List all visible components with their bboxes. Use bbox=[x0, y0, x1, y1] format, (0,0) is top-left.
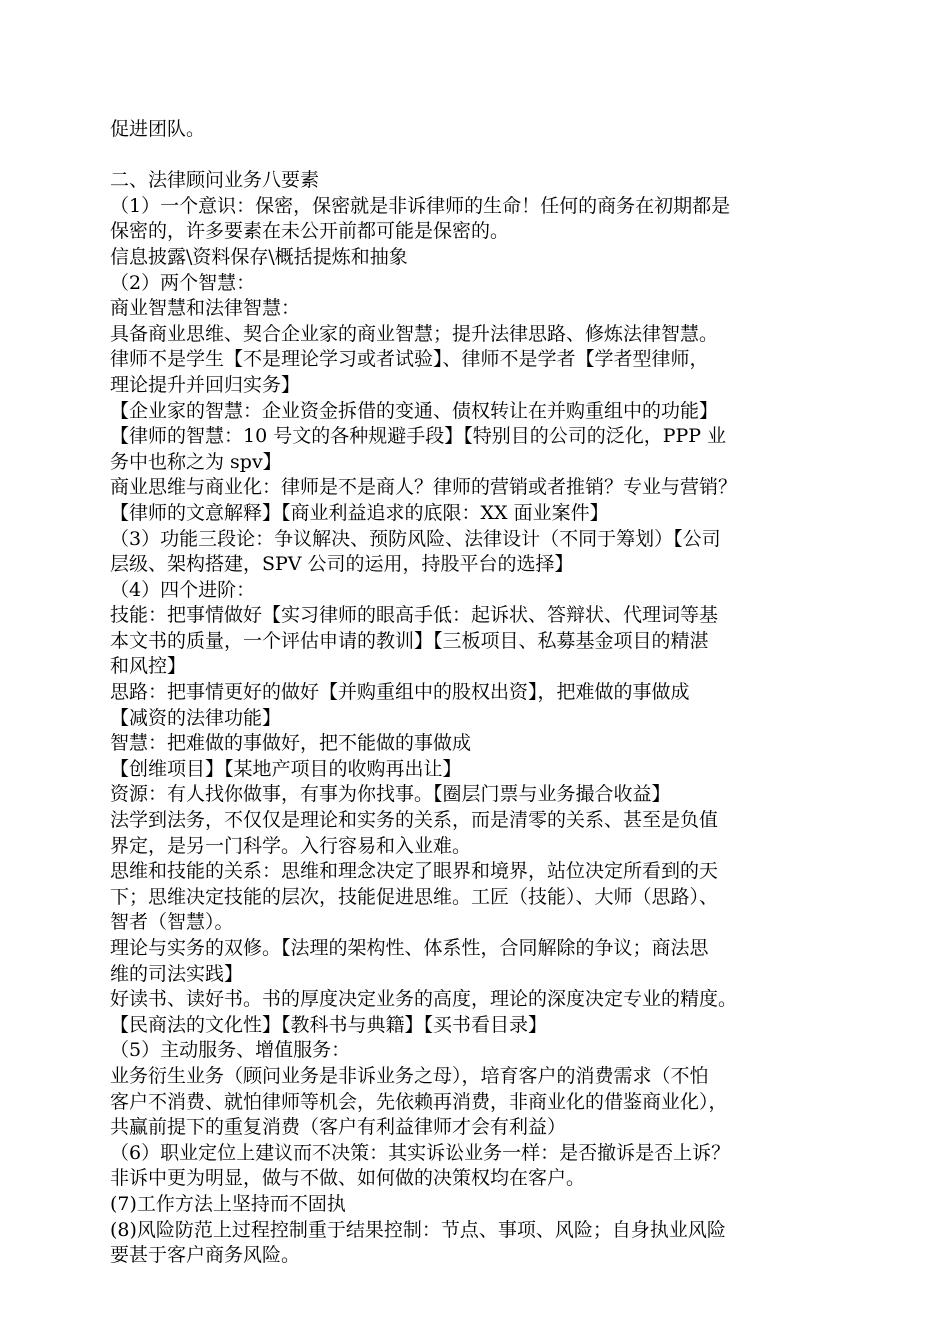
text-line: （3）功能三段论：争议解决、预防风险、法律设计（不同于筹划）【公司 bbox=[110, 527, 721, 550]
text-line: 要甚于客户商务风险。 bbox=[110, 1244, 301, 1267]
text-line: 理论与实务的双修。【法理的架构性、体系性，合同解除的争议；商法思 bbox=[110, 937, 709, 959]
text-line: (7)工作方法上坚持而不固执 bbox=[110, 1192, 346, 1215]
text-line: （2）两个智慧： bbox=[110, 271, 256, 294]
text-line: 法学到法务，不仅仅是理论和实务的关系，而是清零的关系、甚至是负值 bbox=[110, 809, 719, 832]
text-line: 商业思维与商业化：律师是不是商人？律师的营销或者推销？专业与营销？ bbox=[110, 476, 738, 499]
blank-line bbox=[110, 143, 845, 169]
text-line: 界定，是另一门科学。入行容易和入业难。 bbox=[110, 834, 472, 857]
text-line: 【律师的文意解释】【商业利益追求的底限：XX 面业案件】 bbox=[110, 501, 609, 524]
text-line: （6）职业定位上建议而不决策：其实诉讼业务一样：是否撤诉是否上诉？ bbox=[110, 1141, 731, 1164]
text-line: 促进团队。 bbox=[110, 118, 206, 140]
text-line: 技能：把事情做好【实习律师的眼高手低：起诉状、答辩状、代理词等基 bbox=[110, 604, 719, 627]
text-line: （4）四个进阶： bbox=[110, 578, 256, 601]
text-line: 共赢前提下的重复消费（客户有利益律师才会有利益） bbox=[110, 1116, 567, 1139]
text-line: 智者（智慧）。 bbox=[110, 911, 234, 934]
text-line: 下；思维决定技能的层次，技能促进思维。工匠（技能）、大师（思路）、 bbox=[110, 885, 719, 908]
text-line: 理论提升并回归实务】 bbox=[110, 373, 301, 396]
text-line: 【创维项目】【某地产项目的收购再出让】 bbox=[110, 757, 462, 780]
text-line: 【民商法的文化性】【教科书与典籍】【买书看目录】 bbox=[110, 1013, 548, 1036]
document-body bbox=[110, 117, 845, 1269]
text-line: 思路：把事情更好的做好【并购重组中的股权出资】，把难做的事做成 bbox=[110, 681, 690, 704]
text-line: 保密的，许多要素在未公开前都可能是保密的。 bbox=[110, 220, 510, 243]
text-line: 客户不消费、就怕律师等机会，先依赖再消费，非商业化的借鉴商业化）， bbox=[110, 1090, 728, 1113]
text-line: 【企业家的智慧：企业资金拆借的变通、债权转让在并购重组中的功能】 bbox=[110, 399, 719, 422]
text-line: 务中也称之为 spv】 bbox=[110, 450, 282, 473]
text-line: 维的司法实践】 bbox=[110, 962, 244, 985]
text-line: 商业智慧和法律智慧： bbox=[110, 297, 301, 320]
text-line: 智慧：把难做的事做好，把不能做的事做成 bbox=[110, 732, 472, 755]
text-line: 资源：有人找你做事，有事为你找事。【圈层门票与业务撮合收益】 bbox=[110, 783, 671, 806]
text-line: 【减资的法律功能】 bbox=[110, 706, 282, 729]
text-line: 和风控】 bbox=[110, 655, 187, 678]
text-line: 非诉中更为明显，做与不做、如何做的决策权均在客户。 bbox=[110, 1167, 586, 1190]
text-line: (8)风险防范上过程控制重于结果控制：节点、事项、风险；自身执业风险 bbox=[110, 1218, 726, 1241]
text-line: 具备商业思维、契合企业家的商业智慧；提升法律思路、修炼法律智慧。 bbox=[110, 322, 719, 345]
text-line: 律师不是学生【不是理论学习或者试验】、律师不是学者【学者型律师， bbox=[110, 348, 709, 371]
text-line: （1）一个意识：保密，保密就是非诉律师的生命！任何的商务在初期都是 bbox=[110, 194, 731, 217]
text-line: 层级、架构搭建，SPV 公司的运用，持股平台的选择】 bbox=[110, 553, 574, 576]
text-line: 好读书、读好书。书的厚度决定业务的高度，理论的深度决定专业的精度。 bbox=[110, 988, 738, 1011]
text-line: （5）主动服务、增值服务： bbox=[110, 1039, 351, 1062]
section-heading: 二、法律顾问业务八要素 bbox=[110, 169, 320, 192]
text-line: 本文书的质量，一个评估申请的教训】【三板项目、私募基金项目的精湛 bbox=[110, 629, 709, 652]
text-line: 思维和技能的关系：思维和理念决定了眼界和境界，站位决定所看到的天 bbox=[110, 860, 719, 883]
text-line: 业务衍生业务（顾问业务是非诉业务之母），培育客户的消费需求（不怕 bbox=[110, 1064, 709, 1087]
text-line: 信息披露\资料保存\概括提炼和抽象 bbox=[110, 245, 408, 268]
text-line: 【律师的智慧：10 号文的各种规避手段】【特别目的公司的泛化，PPP 业 bbox=[110, 425, 727, 448]
